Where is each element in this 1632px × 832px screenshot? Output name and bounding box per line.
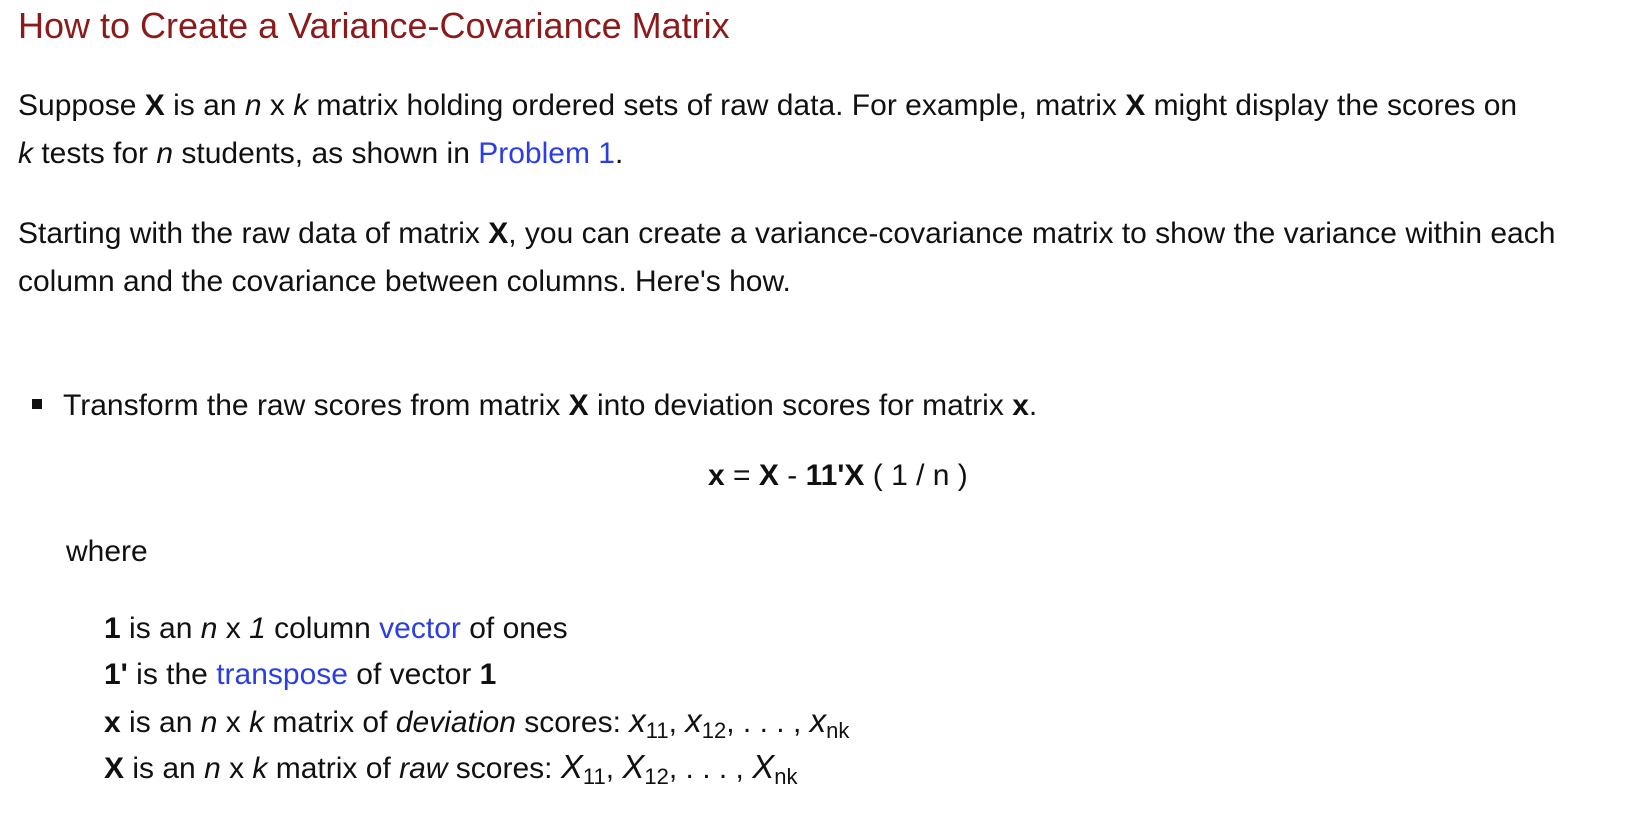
subscript: 11	[645, 718, 669, 743]
deviation-formula	[708, 456, 968, 496]
symbol: x	[104, 706, 121, 739]
problem-1-link[interactable]: Problem 1	[478, 137, 615, 170]
vector-link[interactable]: vector	[379, 612, 461, 645]
text: is an	[164, 89, 245, 122]
text: x	[217, 612, 250, 645]
element-symbol: x	[629, 702, 646, 739]
subscript: nk	[826, 718, 850, 743]
text: students, as shown in	[173, 137, 479, 170]
text: .	[614, 137, 624, 170]
text: Suppose	[18, 89, 145, 122]
text: is an	[120, 612, 201, 645]
variable-one: 1	[249, 612, 266, 645]
text: Transform the raw scores from matrix	[63, 389, 569, 422]
element-symbol: X	[560, 748, 583, 785]
formula-ones: 11'X	[805, 459, 865, 492]
variable-n: n	[244, 89, 262, 122]
text: Starting with the raw data of matrix	[18, 217, 489, 250]
emphasis: raw	[399, 752, 448, 785]
variable-k: k	[18, 137, 33, 170]
symbol: 1	[479, 658, 497, 691]
text: scores:	[447, 752, 561, 785]
symbol: 1'	[104, 658, 128, 691]
formula-lhs: x	[708, 459, 725, 492]
text: column	[265, 612, 380, 645]
text: into deviation scores for matrix	[588, 389, 1013, 422]
subscript: nk	[774, 764, 798, 789]
matrix-symbol: X	[1125, 89, 1146, 122]
text: is an	[124, 752, 205, 785]
starting-paragraph	[18, 210, 1618, 306]
text: matrix of	[267, 752, 400, 785]
element-symbol: x	[809, 702, 827, 739]
text: might display the scores on	[1145, 89, 1518, 122]
formula-matrix: X	[758, 459, 779, 492]
text: of ones	[460, 612, 568, 645]
element-symbol: x	[685, 702, 702, 739]
subscript: 12	[701, 718, 727, 743]
definition-raw-matrix	[104, 744, 849, 790]
transpose-link[interactable]: transpose	[216, 658, 348, 691]
text: x	[220, 752, 253, 785]
matrix-symbol: X	[488, 217, 509, 250]
text: is the	[127, 658, 217, 691]
text: matrix of	[264, 706, 396, 739]
subscript: 12	[644, 764, 669, 789]
variable-n: n	[204, 752, 221, 785]
text: , . . . ,	[726, 706, 810, 739]
variable-n: n	[200, 706, 218, 739]
symbol: 1	[104, 612, 121, 645]
formula-minus: -	[778, 459, 806, 492]
formula-equals: =	[724, 459, 759, 492]
variable-k: k	[252, 752, 268, 785]
variable-n: n	[156, 137, 174, 170]
text: x	[261, 89, 294, 122]
bullet-square-icon	[32, 399, 42, 409]
text: scores:	[515, 706, 630, 739]
text: matrix holding ordered sets of raw data. For example, matrix	[308, 89, 1126, 122]
formula-scale: ( 1 / n )	[864, 459, 968, 492]
page-title: How to Create a Variance-Covariance Matrix	[18, 5, 730, 46]
definitions-list	[104, 606, 849, 790]
emphasis: deviation	[395, 706, 516, 739]
text: ,	[605, 752, 623, 785]
intro-paragraph	[18, 82, 1618, 178]
element-symbol: X	[752, 748, 775, 785]
matrix-symbol: x	[1012, 389, 1029, 422]
where-label: where	[66, 535, 148, 568]
symbol: X	[104, 752, 125, 785]
definition-transpose	[104, 652, 849, 698]
text: x	[217, 706, 250, 739]
text: .	[1028, 389, 1038, 422]
subscript: 11	[582, 764, 606, 789]
text: of vector	[347, 658, 480, 691]
text: ,	[668, 706, 686, 739]
text: tests for	[33, 137, 157, 170]
text: , you can create a variance-covariance matrix to show the variance within each column and the covariance between columns. Here's how.	[18, 217, 1556, 298]
step-bullet	[32, 386, 1037, 426]
text: is an	[120, 706, 201, 739]
variable-k: k	[293, 89, 309, 122]
matrix-symbol: X	[568, 389, 589, 422]
element-symbol: X	[622, 748, 645, 785]
text: , . . . ,	[668, 752, 753, 785]
definition-deviation-matrix	[104, 698, 849, 744]
definition-ones-vector	[104, 606, 849, 652]
matrix-symbol: X	[144, 89, 165, 122]
variable-k: k	[249, 706, 265, 739]
variable-n: n	[200, 612, 218, 645]
